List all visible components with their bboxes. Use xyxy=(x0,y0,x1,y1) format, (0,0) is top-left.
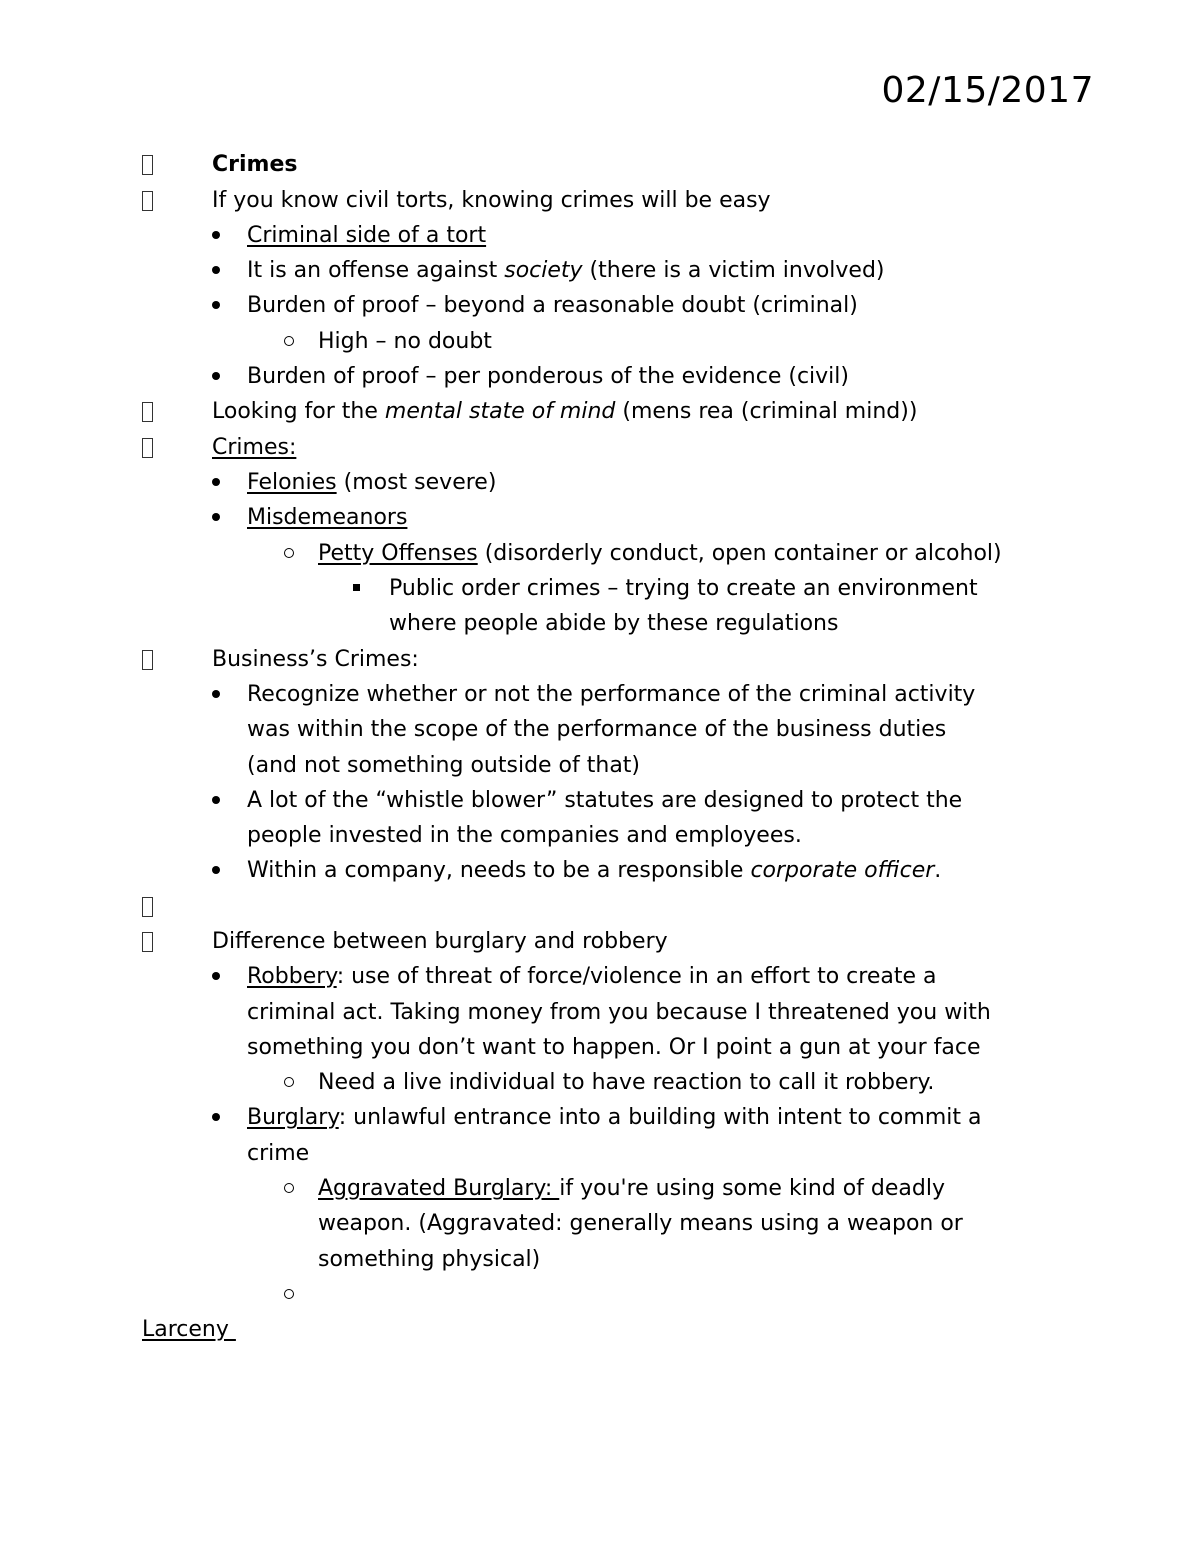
criminal-side-line: Criminal side of a tort xyxy=(247,223,487,248)
filled-circle-bullet-icon xyxy=(212,231,220,239)
recognize-line-1: Recognize whether or not the performance of the criminal activity xyxy=(247,682,976,707)
filled-circle-bullet-icon xyxy=(212,372,220,380)
filled-circle-bullet-icon xyxy=(212,972,220,980)
filled-circle-bullet-icon xyxy=(212,301,220,309)
mental-italic: mental state of mind xyxy=(384,399,616,424)
within-prefix: Within a company, needs to be a responsible xyxy=(247,858,751,883)
whistle-line-2: people invested in the companies and employees. xyxy=(247,823,802,848)
offense-prefix: It is an offense against xyxy=(247,258,505,283)
aggravated-line-3: something physical) xyxy=(318,1247,541,1272)
larceny-heading: Larceny xyxy=(142,1317,236,1342)
mental-suffix: (mens rea (criminal mind)) xyxy=(615,399,918,424)
offense-suffix: (there is a victim involved) xyxy=(582,258,885,283)
filled-circle-bullet-icon xyxy=(212,866,220,874)
misdemeanors-line: Misdemeanors xyxy=(247,505,408,530)
offense-italic: society xyxy=(504,258,583,283)
recognize-line-3: (and not something outside of that) xyxy=(247,753,641,778)
filled-circle-bullet-icon xyxy=(212,796,220,804)
difference-line: Difference between burglary and robbery xyxy=(212,929,668,954)
hollow-circle-bullet-icon xyxy=(284,1183,294,1193)
hollow-circle-bullet-icon xyxy=(284,1077,294,1087)
robbery-label: Robbery xyxy=(247,964,337,989)
petty-label: Petty Offenses xyxy=(318,541,478,566)
felonies-label: Felonies xyxy=(247,470,337,495)
crimes-heading: Crimes xyxy=(212,152,298,177)
recognize-line-2: was within the scope of the performance of the business duties xyxy=(247,717,947,742)
filled-circle-bullet-icon xyxy=(212,478,220,486)
robbery-line-2: criminal act. Taking money from you because I threatened you with xyxy=(247,1000,991,1025)
within-company-line xyxy=(247,853,941,888)
offense-line xyxy=(247,253,885,288)
box-bullet-icon xyxy=(142,897,153,917)
petty-suffix: (disorderly conduct, open container or alcohol) xyxy=(477,541,1002,566)
business-crimes-line: Business’s Crimes: xyxy=(212,647,419,672)
hollow-circle-bullet-icon xyxy=(284,336,294,346)
box-bullet-icon xyxy=(142,438,153,458)
box-bullet-icon xyxy=(142,932,153,952)
burden-civil-line: Burden of proof – per ponderous of the evidence (civil) xyxy=(247,364,849,389)
intro-line: If you know civil torts, knowing crimes will be easy xyxy=(212,188,771,213)
box-bullet-icon xyxy=(142,155,153,175)
box-bullet-icon xyxy=(142,191,153,211)
filled-circle-bullet-icon xyxy=(212,690,220,698)
public-order-line-1: Public order crimes – trying to create an environment xyxy=(389,576,978,601)
burglary-line-2: crime xyxy=(247,1141,310,1166)
burden-criminal-line: Burden of proof – beyond a reasonable doubt (criminal) xyxy=(247,293,858,318)
burglary-label: Burglary xyxy=(247,1105,339,1130)
robbery-line-3: something you don’t want to happen. Or I point a gun at your face xyxy=(247,1035,981,1060)
aggravated-label: Aggravated Burglary: xyxy=(318,1176,560,1201)
aggravated-line-1 xyxy=(318,1171,945,1206)
live-individual-line: Need a live individual to have reaction to call it robbery. xyxy=(318,1070,935,1095)
public-order-line-2: where people abide by these regulations xyxy=(389,611,839,636)
felonies-suffix: (most severe) xyxy=(336,470,497,495)
mental-prefix: Looking for the xyxy=(212,399,385,424)
burglary-line1-suffix: : unlawful entrance into a building with intent to commit a xyxy=(338,1105,982,1130)
square-bullet-icon xyxy=(353,584,360,591)
robbery-line-1 xyxy=(247,959,936,994)
box-bullet-icon xyxy=(142,650,153,670)
aggravated-line1-suffix: if you're using some kind of deadly xyxy=(559,1176,945,1201)
mental-state-line xyxy=(212,394,917,429)
within-italic: corporate officer xyxy=(750,858,935,883)
burglary-line-1 xyxy=(247,1100,981,1135)
box-bullet-icon xyxy=(142,402,153,422)
robbery-line1-suffix: : use of threat of force/violence in an effort to create a xyxy=(336,964,937,989)
crimes-list-label: Crimes: xyxy=(212,435,297,460)
felonies-line xyxy=(247,465,496,500)
high-no-doubt-line: High – no doubt xyxy=(318,329,492,354)
note-date: 02/15/2017 xyxy=(881,70,1094,111)
filled-circle-bullet-icon xyxy=(212,513,220,521)
within-suffix: . xyxy=(934,858,942,883)
petty-offenses-line xyxy=(318,536,1002,571)
aggravated-line-2: weapon. (Aggravated: generally means using a weapon or xyxy=(318,1211,963,1236)
hollow-circle-bullet-icon xyxy=(284,1289,294,1299)
filled-circle-bullet-icon xyxy=(212,266,220,274)
hollow-circle-bullet-icon xyxy=(284,548,294,558)
whistle-line-1: A lot of the “whistle blower” statutes are designed to protect the xyxy=(247,788,963,813)
filled-circle-bullet-icon xyxy=(212,1113,220,1121)
